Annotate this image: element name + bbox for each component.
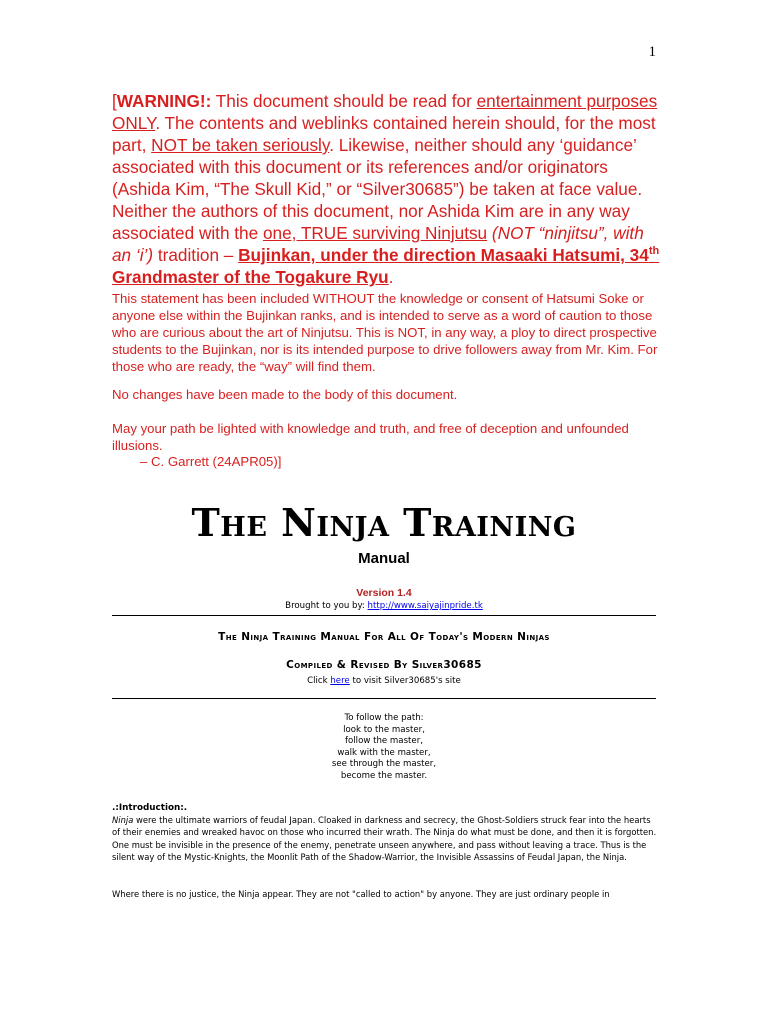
poem-line: To follow the path: — [344, 713, 424, 723]
click-post-text: to visit Silver30685's site — [349, 676, 461, 686]
warning-underline-2: NOT be taken seriously — [151, 135, 330, 155]
introduction-text: were the ultimate warriors of feudal Japan. Cloaked in darkness and secrecy, the Ghost-Soldiers struck fear into the hearts of their enemies and wreaked havoc on those who incurred their wrath. The Ninja do what must be done, and then it is forgotten. One must be invisible in the presence of the enemy, penetrate unseen anywhere, and pass without leaving a trace. Thus is the silent way of the Mystic-Knights, the Moonlit Path of the Shadow-Warrior, the Invisible Assassins of Feudal Japan, the Ninja. — [112, 815, 657, 862]
ninja-italic-word: Ninja — [112, 815, 134, 825]
justice-paragraph: Where there is no justice, the Ninja appear. They are not "called to action" by anyone. They are just ordinary people in — [112, 889, 610, 899]
warning-label: WARNING!: — [116, 91, 212, 111]
poem-line: become the master. — [340, 770, 428, 781]
warning-text-1: This document should be read for — [211, 91, 477, 111]
brought-by-text: Brought to you by: — [285, 601, 368, 611]
no-changes-paragraph: No changes have been made to the body of this document. — [112, 387, 458, 402]
document-subtitle: Manual — [358, 550, 410, 567]
warning-text-2: . The contents and weblinks contained herein should, for the most part, — [112, 113, 656, 155]
warning-bold-2: Grandmaster of the Togakure Ryu — [112, 267, 389, 287]
signature: – C. Garrett (24APR05)] — [140, 454, 282, 469]
poem-line: walk with the master, — [337, 747, 431, 758]
poem-line: see through the master, — [331, 759, 437, 770]
warning-underline-3: one, TRUE surviving Ninjutsu — [262, 223, 488, 243]
divider-top — [112, 615, 656, 616]
warning-italic: (NOT “ninjitsu”, with an ‘i’) — [112, 223, 644, 265]
warning-text-5: . — [388, 267, 394, 287]
warning-bracket: [ — [112, 91, 117, 111]
poem — [0, 713, 768, 783]
blessing-paragraph: May your path be lighted with knowledge and truth, and free of deception and unfounded illusions. — [112, 421, 629, 453]
silver-site-link[interactable]: here — [330, 676, 350, 686]
divider-bottom — [112, 698, 656, 699]
page-number: 1 — [648, 44, 656, 60]
warning-superscript: th — [648, 245, 660, 257]
document-title: The Ninja Training — [191, 500, 577, 545]
version-label: Version 1.4 — [356, 587, 412, 599]
saiyajinpride-link[interactable]: http://www.saiyajinpride.tk — [367, 601, 483, 611]
warning-text-3: . Likewise, neither should any ‘guidance’ associated with this document or its references and/or originators (Ashida Kim, “The Skull Kid,” or “Silver30685”) be taken at face value. Neither the authors of this document, nor Ashida Kim are in any way associated with the — [112, 135, 643, 243]
warning-underline-1: entertainment purposes ONLY — [112, 91, 658, 133]
poem-line: follow the master, — [345, 736, 423, 747]
warning-bold-1: Bujinkan, under the direction Masaaki Hatsumi, 34 — [238, 245, 649, 265]
warning-paragraph — [112, 90, 660, 288]
manual-heading: The Ninja Training Manual For All Of Today's Modern Ninjas — [218, 631, 550, 643]
introduction-paragraph — [112, 814, 660, 863]
introduction-heading: .:Introduction:. — [112, 803, 188, 813]
statement-paragraph: This statement has been included WITHOUT the knowledge or consent of Hatsumi Soke or anyone else within the Bujinkan ranks, and is intended to serve as a word of caution to those who are curious about the art of Ninjutsu. This is NOT, in any way, a ploy to direct prospective students to the Bujinkan, nor is its intended purpose to drive followers away from Mr. Kim. For those who are ready, the “way” will find them. — [112, 291, 658, 374]
compiled-heading: Compiled & Revised By Silver30685 — [286, 659, 482, 671]
click-pre-text: Click — [307, 676, 331, 686]
warning-text-4: tradition – — [153, 245, 239, 265]
poem-line: look to the master, — [343, 724, 425, 735]
click-line — [0, 676, 768, 686]
brought-by-line — [0, 601, 768, 611]
